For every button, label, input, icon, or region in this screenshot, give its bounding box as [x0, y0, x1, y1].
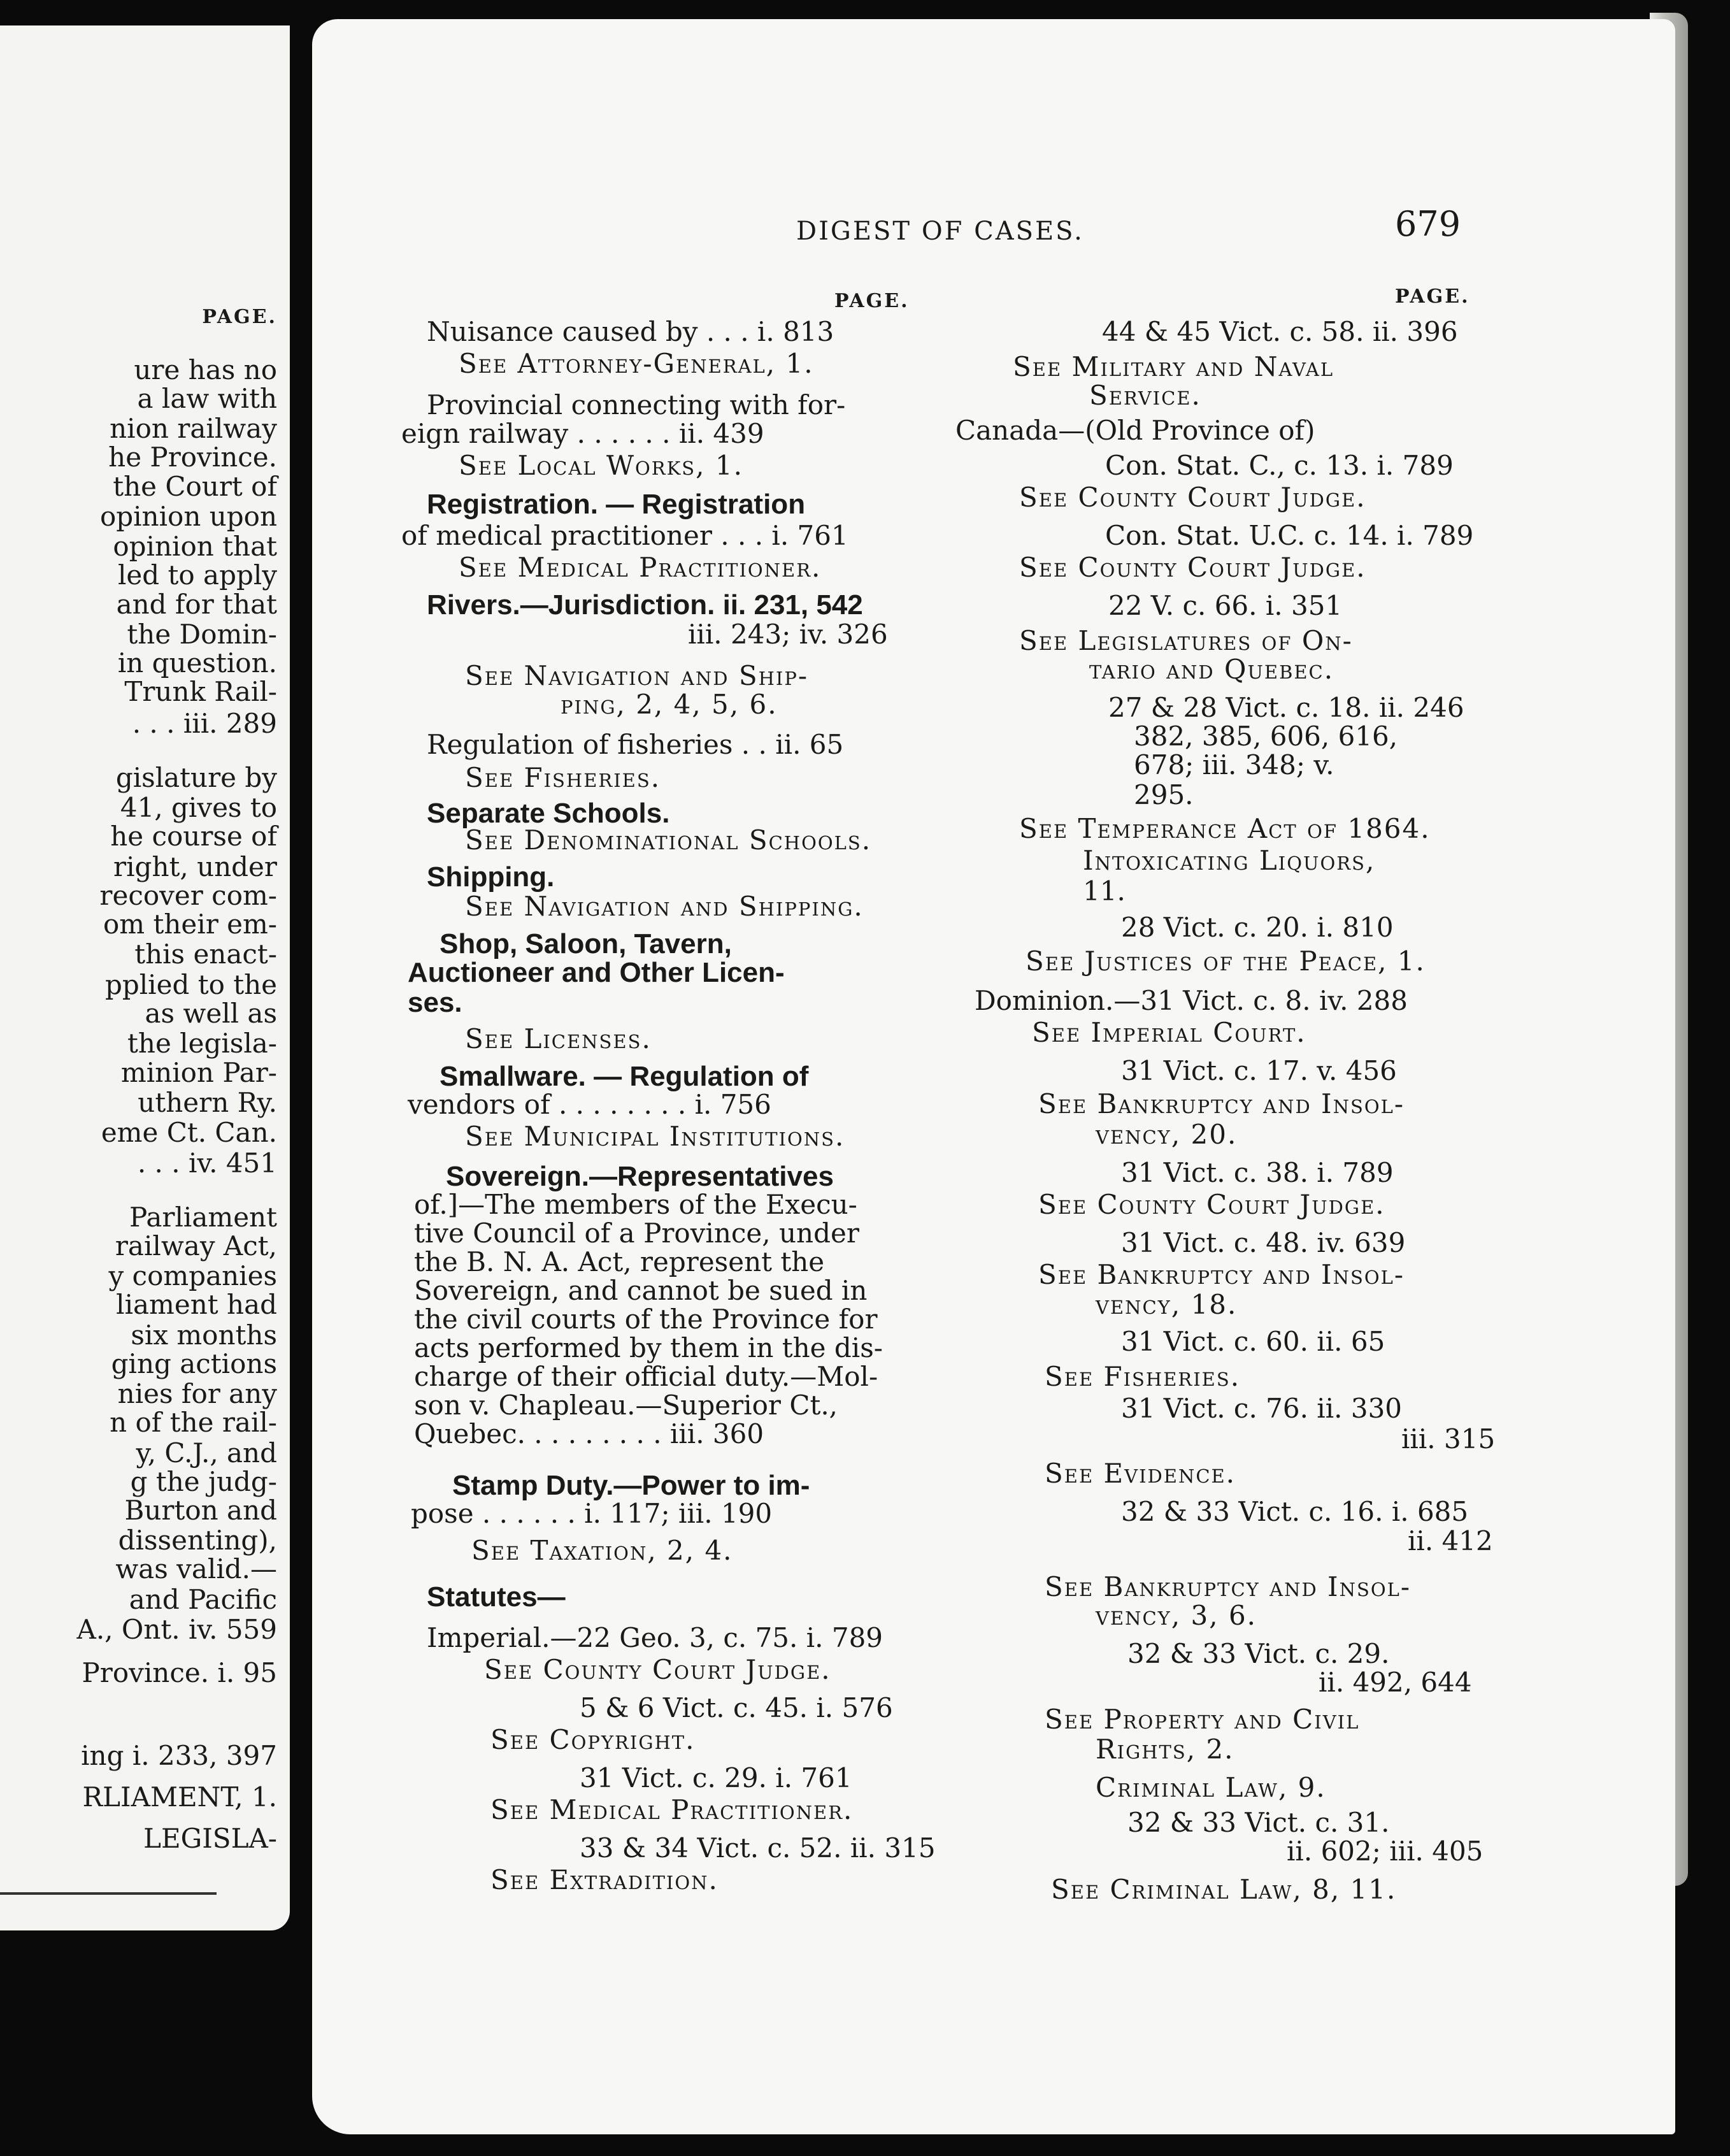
previous-page-fragment: [0, 25, 290, 1930]
text-line: See Bankruptcy and Insol-: [1038, 1088, 1405, 1119]
prev-page-header: PAGE.: [202, 306, 277, 328]
text-line: 295.: [1134, 779, 1194, 810]
text-line: nies for any: [117, 1378, 277, 1409]
text-line: of.]—The members of the Execu-: [414, 1189, 857, 1220]
text-line: eign railway . . . . . . ii. 439: [401, 418, 764, 449]
left-column-page-label: PAGE.: [834, 290, 910, 312]
text-line: See Denominational Schools.: [465, 824, 872, 856]
text-line: See Legislatures of On-: [1019, 625, 1353, 656]
text-line: pose . . . . . . i. 117; iii. 190: [411, 1498, 773, 1529]
text-line: See Medical Practitioner.: [459, 552, 822, 583]
text-line: Rivers.—Jurisdiction. ii. 231, 542: [427, 589, 863, 621]
text-line: 31 Vict. c. 38. i. 789: [1121, 1157, 1394, 1188]
text-line: Separate Schools.: [427, 798, 670, 829]
text-line: Imperial.—22 Geo. 3, c. 75. i. 789: [427, 1622, 883, 1653]
text-line: Con. Stat. U.C. c. 14. i. 789: [1105, 520, 1474, 551]
text-line: the B. N. A. Act, represent the: [414, 1246, 825, 1277]
text-line: this enact-: [134, 938, 277, 970]
text-line: Statutes—: [427, 1581, 566, 1613]
text-line: recover com-: [99, 880, 277, 911]
text-line: See Navigation and Ship-: [465, 660, 809, 691]
text-line: Criminal Law, 9.: [1096, 1772, 1326, 1803]
text-line: See County Court Judge.: [1019, 552, 1366, 583]
text-line: led to apply: [117, 559, 277, 591]
text-line: See Local Works, 1.: [459, 450, 743, 481]
text-line: Stamp Duty.—Power to im-: [452, 1470, 810, 1501]
text-line: iii. 315: [1401, 1423, 1496, 1455]
text-line: RLIAMENT, 1.: [82, 1781, 277, 1813]
text-line: as well as: [145, 998, 277, 1029]
text-line: See County Court Judge.: [1019, 482, 1366, 513]
text-line: Intoxicating Liquors,: [1083, 845, 1376, 876]
text-line: See Criminal Law, 8, 11.: [1051, 1874, 1397, 1905]
text-line: See Fisheries.: [1045, 1361, 1241, 1392]
text-line: LEGISLA-: [143, 1823, 277, 1854]
text-line: eme Ct. Can.: [101, 1117, 277, 1148]
text-line: Service.: [1089, 380, 1201, 411]
text-line: nion railway: [110, 413, 277, 444]
text-line: vency, 20.: [1096, 1119, 1238, 1150]
text-line: See Bankruptcy and Insol-: [1045, 1571, 1412, 1602]
text-line: ure has no: [134, 354, 277, 385]
text-line: 678; iii. 348; v.: [1134, 749, 1334, 780]
text-line: acts performed by them in the dis-: [414, 1332, 883, 1363]
text-line: See Extradition.: [490, 1864, 718, 1895]
text-line: ii. 492, 644: [1319, 1667, 1472, 1698]
text-line: he course of: [110, 821, 277, 852]
text-line: the Domin-: [127, 619, 277, 650]
text-line: ii. 412: [1408, 1525, 1493, 1556]
text-line: Registration. — Registration: [427, 489, 806, 520]
text-line: Sovereign, and cannot be sued in: [414, 1275, 868, 1306]
text-line: Shop, Saloon, Tavern,: [440, 928, 732, 959]
text-line: 382, 385, 606, 616,: [1134, 721, 1398, 752]
text-line: See Taxation, 2, 4.: [471, 1535, 733, 1566]
text-line: and Pacific: [129, 1584, 277, 1615]
text-line: om their em-: [103, 909, 277, 940]
page-number: 679: [1395, 204, 1461, 244]
text-line: pplied to the: [104, 969, 277, 1000]
text-line: and for that: [116, 589, 277, 620]
text-line: See Copyright.: [490, 1724, 696, 1755]
text-line: gislature by: [115, 762, 277, 793]
text-line: in question.: [117, 647, 277, 679]
text-line: See Municipal Institutions.: [465, 1121, 845, 1152]
text-line: ii. 602; iii. 405: [1287, 1836, 1483, 1867]
text-line: y companies: [108, 1260, 277, 1291]
text-line: ing i. 233, 397: [81, 1740, 277, 1771]
text-line: 11.: [1083, 875, 1126, 907]
text-line: a law with: [137, 383, 277, 414]
text-line: g the judg-: [130, 1466, 277, 1497]
text-line: six months: [131, 1319, 277, 1351]
text-line: Quebec. . . . . . . . . iii. 360: [414, 1418, 764, 1449]
text-line: n of the rail-: [110, 1407, 277, 1438]
text-line: Rights, 2.: [1096, 1734, 1234, 1765]
text-line: 27 & 28 Vict. c. 18. ii. 246: [1108, 692, 1464, 723]
text-line: Smallware. — Regulation of: [440, 1061, 809, 1092]
text-line: See County Court Judge.: [484, 1654, 831, 1685]
text-line: See Evidence.: [1045, 1458, 1236, 1489]
text-line: ses.: [408, 987, 462, 1018]
text-line: See Imperial Court.: [1032, 1017, 1306, 1048]
text-line: Provincial connecting with for-: [427, 389, 846, 420]
text-line: y, C.J., and: [136, 1437, 277, 1469]
text-line: he Province.: [108, 442, 277, 473]
text-line: Con. Stat. C., c. 13. i. 789: [1105, 450, 1454, 481]
text-line: . . . iv. 451: [137, 1147, 277, 1179]
text-line: vendors of . . . . . . . . i. 756: [408, 1089, 771, 1120]
text-line: 41, gives to: [120, 792, 277, 823]
text-line: 31 Vict. c. 29. i. 761: [580, 1762, 852, 1793]
text-line: See Fisheries.: [465, 762, 661, 793]
text-line: 22 V. c. 66. i. 351: [1108, 590, 1343, 621]
text-line: Shipping.: [427, 861, 555, 893]
text-line: Dominion.—31 Vict. c. 8. iv. 288: [975, 985, 1408, 1016]
text-line: See County Court Judge.: [1038, 1189, 1385, 1220]
text-line: vency, 18.: [1096, 1289, 1238, 1320]
text-line: opinion that: [113, 531, 277, 562]
text-line: See Justices of the Peace, 1.: [1026, 945, 1426, 977]
text-line: Regulation of fisheries . . ii. 65: [427, 729, 844, 760]
text-line: See Navigation and Shipping.: [465, 891, 864, 922]
text-line: See Temperance Act of 1864.: [1019, 813, 1431, 844]
text-line: Burton and: [124, 1495, 277, 1526]
text-line: A., Ont. iv. 559: [76, 1614, 277, 1645]
text-line: right, under: [113, 851, 277, 882]
prev-page-rule: [0, 1892, 217, 1895]
text-line: Trunk Rail-: [124, 676, 277, 707]
text-line: opinion upon: [99, 501, 277, 532]
text-line: 31 Vict. c. 48. iv. 639: [1121, 1227, 1406, 1258]
text-line: iii. 243; iv. 326: [688, 619, 888, 650]
text-line: See Licenses.: [465, 1023, 652, 1054]
text-line: See Property and Civil: [1045, 1704, 1360, 1735]
text-line: dissenting),: [118, 1525, 277, 1556]
text-line: 31 Vict. c. 17. v. 456: [1121, 1055, 1397, 1086]
text-line: minion Par-: [120, 1057, 277, 1088]
text-line: Province. i. 95: [82, 1657, 277, 1688]
document-page: [312, 19, 1675, 2134]
text-line: 28 Vict. c. 20. i. 810: [1121, 912, 1394, 943]
text-line: See Medical Practitioner.: [490, 1794, 854, 1825]
text-line: was valid.—: [115, 1553, 277, 1585]
text-line: 5 & 6 Vict. c. 45. i. 576: [580, 1692, 893, 1723]
text-line: railway Act,: [115, 1230, 277, 1261]
text-line: . . . iii. 289: [132, 708, 277, 739]
text-line: the Court of: [113, 471, 277, 502]
text-line: Sovereign.—Representatives: [446, 1161, 834, 1192]
text-line: charge of their official duty.—Mol-: [414, 1361, 878, 1392]
text-line: tive Council of a Province, under: [414, 1218, 859, 1249]
text-line: liament had: [116, 1289, 277, 1320]
text-line: of medical practitioner . . . i. 761: [401, 520, 848, 551]
text-line: Nuisance caused by . . . i. 813: [427, 316, 834, 347]
running-header: DIGEST OF CASES.: [796, 217, 1084, 246]
text-line: 33 & 34 Vict. c. 52. ii. 315: [580, 1832, 936, 1864]
text-line: See Military and Naval: [1013, 351, 1334, 382]
text-line: 31 Vict. c. 60. ii. 65: [1121, 1326, 1385, 1357]
text-line: Canada—(Old Province of): [955, 415, 1315, 446]
text-line: tario and Quebec.: [1089, 654, 1334, 685]
text-line: See Attorney-General, 1.: [459, 348, 814, 379]
text-line: the legisla-: [127, 1028, 277, 1059]
text-line: son v. Chapleau.—Superior Ct.,: [414, 1390, 838, 1421]
text-line: vency, 3, 6.: [1096, 1600, 1257, 1631]
text-line: Auctioneer and Other Licen-: [408, 957, 785, 988]
text-line: 32 & 33 Vict. c. 29.: [1127, 1638, 1390, 1669]
text-line: the civil courts of the Province for: [414, 1304, 878, 1335]
text-line: uthern Ry.: [138, 1087, 277, 1118]
text-line: Parliament: [129, 1202, 277, 1233]
text-line: 31 Vict. c. 76. ii. 330: [1121, 1393, 1403, 1424]
text-line: 32 & 33 Vict. c. 31.: [1127, 1807, 1390, 1838]
text-line: ping, 2, 4, 5, 6.: [561, 689, 778, 720]
right-column-page-label: PAGE.: [1395, 285, 1470, 308]
text-line: See Bankruptcy and Insol-: [1038, 1259, 1405, 1290]
text-line: ging actions: [111, 1348, 277, 1379]
text-line: 32 & 33 Vict. c. 16. i. 685: [1121, 1496, 1469, 1527]
text-line: 44 & 45 Vict. c. 58. ii. 396: [1102, 316, 1458, 347]
